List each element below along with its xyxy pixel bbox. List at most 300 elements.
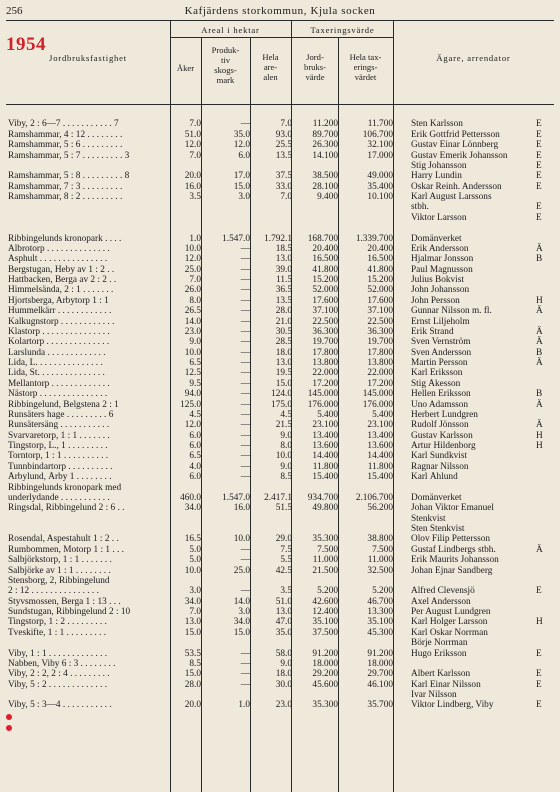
skogsmark-cell: — (240, 409, 250, 420)
property-cell: Ramshammar, 7 : 3 . . . . . . . . . (8, 181, 123, 192)
property-cell: Tingstorp, L., 1 . . . . . . . . . (8, 441, 108, 451)
taxeringsvarde-cell: 91.200 (367, 648, 393, 659)
table-row (0, 265, 560, 275)
property-cell: Larslunda . . . . . . . . . . . . . (8, 347, 106, 358)
table-row (0, 545, 560, 555)
skogsmark-cell: 1.547.0 (222, 233, 250, 244)
occupation-code-cell: E (536, 700, 542, 711)
hela-arealen-cell: 7.0 (280, 192, 292, 202)
skogsmark-cell: 1.0 (238, 700, 250, 711)
jordbruksvarde-cell: 18.000 (312, 658, 338, 669)
hela-arealen-cell: 9.0 (280, 461, 292, 472)
hela-arealen-cell: 47.0 (275, 617, 292, 628)
taxeringsvarde-cell: 17.800 (367, 347, 393, 358)
taxering-group-header: Taxeringsvärde (310, 25, 375, 35)
taxeringsvarde-cell: 38.800 (367, 534, 393, 545)
hela-arealen-cell: 13.0 (275, 358, 292, 368)
table-row (0, 119, 560, 129)
aker-cell: 6.0 (189, 441, 201, 451)
property-cell: Tingstorp, 1 : 2 . . . . . . . . . (8, 617, 107, 628)
property-cell: Kalkugnstorp . . . . . . . . . . . . (8, 316, 115, 327)
owner-cell: Ernst Liljeholm (411, 316, 470, 327)
skogsmark-cell: — (240, 451, 250, 462)
aker-cell: 4.0 (189, 461, 201, 472)
owner-cell: Gustaf Lindbergs stbh. (411, 544, 496, 555)
skogsmark-cell: — (240, 119, 250, 130)
skogsmark-cell: — (240, 326, 250, 337)
hela-arealen-cell: 21.5 (275, 420, 292, 431)
owner-cell: Gustav Karlsson (411, 430, 473, 441)
owner-cell: Axel Andersson (411, 596, 471, 607)
jordbruksvarde-cell: 52.000 (312, 285, 338, 296)
owner-cell: Erik Maurits Johansson (411, 555, 499, 566)
property-cell: Tveskifte, 1 : 1 . . . . . . . . . (8, 627, 107, 638)
property-cell: Viby, 2 : 2, 2 : 4 . . . . . . . . . (8, 669, 110, 680)
taxeringsvarde-cell: 145.000 (362, 389, 393, 400)
jordbruksvarde-cell: 17.800 (312, 347, 338, 358)
table-row (0, 617, 560, 627)
property-cell: Ribbingelund, Belgstena 2 : 1 (8, 399, 119, 410)
jordbruksvarde-cell: 35.300 (312, 534, 338, 545)
owner-cell: Stig Åkesson (411, 378, 461, 389)
hela-arealen-cell: 8.5 (280, 472, 292, 483)
owner-cell: Herbert Lundgren (411, 409, 478, 420)
property-cell: Ribbingelunds kronopark . . . . (8, 233, 122, 244)
taxeringsvarde-cell: 13.600 (367, 441, 393, 451)
property-cell: Bergstugan, Heby av 1 : 2 . . (8, 264, 115, 275)
table-row (0, 275, 560, 285)
owner-cell: Gustav Einar Lönnberg (411, 140, 499, 151)
property-cell: Viby, 5 : 3—4 . . . . . . . . . . . (8, 700, 112, 711)
occupation-code-cell: B (536, 347, 543, 358)
owner-cell: Domänverket (411, 492, 462, 503)
taxeringsvarde-cell: 13.400 (367, 430, 393, 441)
jordbruksvarde-cell: 7.500 (317, 544, 338, 555)
table-row (0, 524, 560, 534)
property-cell: Viby, 1 : 1 . . . . . . . . . . . . . (8, 648, 108, 659)
taxeringsvarde-cell: 5.400 (372, 409, 393, 420)
taxeringsvarde-cell: 46.100 (367, 679, 393, 690)
table-row (0, 638, 560, 648)
jordbruksvarde-cell: 28.100 (312, 181, 338, 192)
owner-cell: Viktor Lindberg, Viby (411, 700, 494, 711)
table-row (0, 628, 560, 638)
hela-arealen-cell: 18.0 (275, 347, 292, 358)
table-row (0, 254, 560, 264)
owner-cell: Stig Johansson (411, 160, 467, 171)
aker-cell: 34.0 (184, 503, 201, 514)
skogsmark-cell: — (240, 679, 250, 690)
skogsmark-cell: 16.0 (233, 503, 250, 514)
skogsmark-cell: — (240, 358, 250, 368)
aker-cell: 9.5 (189, 378, 201, 389)
table-row (0, 503, 560, 513)
occupation-code-cell: B (536, 389, 543, 400)
skogsmark-cell: — (240, 648, 250, 659)
aker-cell: 4.5 (189, 409, 201, 420)
occupation-code-cell: E (536, 160, 542, 171)
aker-cell: 8.5 (189, 658, 201, 669)
occupation-code-cell: E (536, 171, 542, 182)
hela-arealen-cell: 8.0 (280, 441, 292, 451)
property-cell: Himmelsända, 2 : 1 . . . . . . . (8, 285, 114, 296)
aker-cell: 28.0 (184, 679, 201, 690)
jordbruksvarde-cell: 49.800 (312, 503, 338, 514)
aker-cell: 3.0 (189, 586, 201, 597)
aker-cell: 20.0 (184, 700, 201, 711)
jordbruksvarde-cell: 13.600 (312, 441, 338, 451)
skogsmark-cell: — (240, 378, 250, 389)
taxeringsvarde-cell: 22.500 (367, 316, 393, 327)
jordbruksvarde-cell: 16.500 (312, 254, 338, 265)
jordbruksvarde-cell: 21.500 (312, 565, 338, 576)
property-cell: Asphult . . . . . . . . . . . . . . . (8, 254, 108, 265)
aker-cell: 12.5 (184, 368, 201, 379)
taxeringsvarde-cell: 15.200 (367, 275, 393, 285)
property-cell: Hjortsberga, Arbytorp 1 : 1 (8, 295, 109, 306)
taxeringsvarde-cell: 106.700 (362, 129, 393, 140)
taxeringsvarde-cell: 19.700 (367, 337, 393, 348)
jordbruksvarde-cell: 14.400 (312, 451, 338, 462)
hela-arealen-cell: 7.0 (280, 119, 292, 130)
jordbruksvarde-cell: 9.400 (317, 192, 338, 202)
taxeringsvarde-cell: 2.106.700 (355, 492, 393, 503)
skogsmark-cell: 1.547.0 (222, 492, 250, 503)
aker-cell: 10.0 (184, 565, 201, 576)
taxeringsvarde-cell: 20.400 (367, 243, 393, 254)
owner-cell: Karl Einar Nilsson (411, 679, 481, 690)
table-row (0, 151, 560, 161)
jordbruksvarde-cell: 22.000 (312, 368, 338, 379)
table-row (0, 680, 560, 690)
owner-cell: Börje Norrman (411, 638, 468, 649)
hela-arealen-cell: 51.0 (275, 596, 292, 607)
skogsmark-cell: — (240, 254, 250, 265)
aker-cell: 26.5 (184, 306, 201, 317)
owner-cell: Albert Karlsson (411, 669, 471, 680)
table-row (0, 400, 560, 410)
property-cell: Hattbacken, Berga av 2 : 2 . . (8, 275, 117, 285)
hela-arealen-cell: 10.0 (275, 451, 292, 462)
table-row (0, 669, 560, 679)
jordbruksvarde-cell: 36.300 (312, 326, 338, 337)
aker-cell: 51.0 (184, 129, 201, 140)
table-row (0, 659, 560, 669)
taxeringsvarde-cell: 41.800 (367, 264, 393, 275)
occupation-code-cell: Ä (536, 420, 543, 431)
occupation-code-cell: E (536, 648, 542, 659)
table-row (0, 130, 560, 140)
skogsmark-cell: — (240, 441, 250, 451)
property-cell: Torntorp, 1 : 1 . . . . . . . . . . (8, 451, 109, 462)
table-row (0, 441, 560, 451)
taxeringsvarde-cell: 17.200 (367, 378, 393, 389)
jordbruksvarde-cell: 89.700 (312, 129, 338, 140)
skogsmark-cell: — (240, 264, 250, 275)
property-cell: Lida, St. . . . . . . . . . . . . . . (8, 368, 105, 379)
hela-arealen-cell: 4.5 (280, 409, 292, 420)
table-row (0, 213, 560, 223)
skogsmark-cell: 3.0 (238, 192, 250, 202)
property-cell: Lida, L. . . . . . . . . . . . . . . (8, 358, 103, 368)
skogsmark-cell: — (240, 368, 250, 379)
owner-cell: Gunnar Nilsson m. fl. (411, 306, 492, 317)
occupation-code-cell: E (536, 129, 542, 140)
jordbruksvarde-cell: 145.000 (307, 389, 338, 400)
table-row (0, 202, 560, 212)
taxeringsvarde-cell: 1.339.700 (355, 233, 393, 244)
table-row (0, 368, 560, 378)
property-cell: Klastorp . . . . . . . . . . . . . . . (8, 326, 110, 337)
table-row (0, 358, 560, 368)
table-row (0, 182, 560, 192)
skogsmark-cell: 3.0 (238, 607, 250, 617)
occupation-code-cell: B (536, 254, 543, 265)
taxeringsvarde-cell: 52.000 (367, 285, 393, 296)
owner-cell: Hugo Eriksson (411, 648, 467, 659)
hela-arealen-cell: 5.5 (280, 555, 292, 566)
jordbruksvarde-cell: 14.100 (312, 150, 338, 161)
aker-cell: 12.0 (184, 420, 201, 431)
table-row (0, 472, 560, 482)
owner-cell: Karl August Larssons (411, 192, 492, 202)
skogsmark-header: Produk- tiv skogs- mark (211, 45, 240, 85)
skogsmark-cell: — (240, 316, 250, 327)
hela-arealen-cell: 30.5 (275, 326, 292, 337)
aker-cell: 8.0 (189, 295, 201, 306)
occupation-code-cell: E (536, 140, 542, 151)
taxeringsvarde-cell: 17.000 (367, 150, 393, 161)
owner-cell: Sten Karlsson (411, 119, 463, 130)
property-cell: underlydande . . . . . . . . . . . (8, 492, 110, 503)
aker-cell: 12.0 (184, 254, 201, 265)
owner-cell: Karl Sundkvist (411, 451, 468, 462)
jordbruksvarde-cell: 5.400 (317, 409, 338, 420)
hela-arealen-cell: 9.0 (280, 430, 292, 441)
property-cell: Årbylund, Årby 1 . . . . . . . . (8, 472, 112, 483)
occupation-code-cell: E (536, 586, 542, 597)
aker-cell: 23.0 (184, 326, 201, 337)
occupation-code-cell: E (536, 212, 542, 223)
occupation-code-cell: H (536, 295, 543, 306)
owner-cell: Stenkvist (411, 513, 446, 524)
aker-cell: 20.0 (184, 171, 201, 182)
taxeringsvarde-cell: 32.100 (367, 140, 393, 151)
aker-cell: 125.0 (180, 399, 201, 410)
hela-arealen-cell: 37.5 (275, 171, 292, 182)
year-stamp: 1954 (6, 34, 46, 55)
jordbruksvarde-header: Jord- bruks- värde (304, 52, 326, 82)
owner-cell: Johan Viktor Emanuel (411, 503, 494, 514)
taxeringsvarde-cell: 176.000 (362, 399, 393, 410)
register-table-body (0, 109, 560, 711)
skogsmark-cell: 17.0 (233, 171, 250, 182)
property-cell: Svarvaretorp, 1 : 1 . . . . . . . (8, 430, 110, 441)
hela-arealen-cell: 93.0 (275, 129, 292, 140)
table-row (0, 317, 560, 327)
skogsmark-cell: 10.0 (233, 534, 250, 545)
taxeringsvarde-cell: 11.000 (367, 555, 393, 566)
taxeringsvarde-cell: 35.400 (367, 181, 393, 192)
taxeringsvarde-cell: 17.600 (367, 295, 393, 306)
table-row (0, 109, 560, 119)
hela-arealen-cell: 18.5 (275, 243, 292, 254)
table-row (0, 192, 560, 202)
hela-arealen-cell: 15.0 (275, 378, 292, 389)
owner-cell: Erik Andersson (411, 243, 469, 254)
skogsmark-cell: — (240, 430, 250, 441)
owner-cell: Oskar Reinh. Andersson (411, 181, 502, 192)
occupation-code-cell: E (536, 119, 542, 130)
table-row (0, 140, 560, 150)
owner-cell: Erik Strand (411, 326, 454, 337)
taxeringsvarde-cell: 16.500 (367, 254, 393, 265)
jordbruksvarde-cell: 37.500 (312, 627, 338, 638)
hela-arealen-cell: 13.0 (275, 607, 292, 617)
aker-cell: 460.0 (180, 492, 201, 503)
table-row (0, 649, 560, 659)
property-cell: Viby, 5 : 2 . . . . . . . . . . . . . (8, 679, 108, 690)
skogsmark-cell: 14.0 (233, 596, 250, 607)
taxeringsvarde-cell: 22.000 (367, 368, 393, 379)
owner-cell: Rudolf Jönsson (411, 420, 469, 431)
skogsmark-cell: — (240, 389, 250, 400)
taxeringsvarde-cell: 13.800 (367, 358, 393, 368)
red-pencil-mark (6, 725, 12, 731)
table-row (0, 597, 560, 607)
aker-cell: 14.0 (184, 316, 201, 327)
owner-cell: Ragnar Nilsson (411, 461, 469, 472)
taxeringsvarde-cell: 35.700 (367, 700, 393, 711)
skogsmark-cell: — (240, 669, 250, 680)
property-cell: Mellantorp . . . . . . . . . . . . . (8, 378, 110, 389)
jordbruksvarde-cell: 11.200 (312, 119, 338, 130)
owner-cell: Artur Hildenborg (411, 441, 476, 451)
jordbruksvarde-cell: 23.100 (312, 420, 338, 431)
taxering-group-rule (292, 37, 393, 38)
jordbruksvarde-cell: 35.300 (312, 700, 338, 711)
table-row (0, 244, 560, 254)
owner-cell: Paul Magnusson (411, 264, 473, 275)
property-cell: Kolartorp . . . . . . . . . . . . . . (8, 337, 110, 348)
property-cell: Ramshammar, 5 : 8 . . . . . . . . . 8 (8, 171, 130, 182)
taxeringsvarde-cell: 46.700 (367, 596, 393, 607)
property-cell: Viby, 2 : 6—7 . . . . . . . . . . . 7 (8, 119, 119, 130)
skogsmark-cell: — (240, 586, 250, 597)
skogsmark-cell: — (240, 399, 250, 410)
taxeringsvarde-cell: 32.500 (367, 565, 393, 576)
aker-cell: 7.0 (189, 119, 201, 130)
hela-arealen-cell: 124.0 (271, 389, 292, 400)
owner-cell: Hellen Eriksson (411, 389, 471, 400)
table-row (0, 690, 560, 700)
owner-cell: Martin Persson (411, 358, 468, 368)
running-title: Kafjärdens storkommun, Kjula socken (184, 5, 376, 17)
jordbruksvarde-cell: 17.600 (312, 295, 338, 306)
areal-group-header: Areal i hektar (201, 25, 260, 35)
table-row (0, 389, 560, 399)
property-cell: Ramshammar, 4 : 12 . . . . . . . . (8, 129, 123, 140)
hela-arealen-cell: 28.5 (275, 337, 292, 348)
aker-cell: 3.5 (189, 192, 201, 202)
occupation-code-cell: Ä (536, 326, 543, 337)
owner-cell: Sven Vernström (411, 337, 471, 348)
hela-arealen-cell: 2.417.1 (264, 492, 292, 503)
property-cell: Nabben, Viby 6 : 3 . . . . . . . . (8, 658, 116, 669)
taxeringsvarde-cell: 45.300 (367, 627, 393, 638)
owner-cell: Gustav Emerik Johansson (411, 150, 508, 161)
jordbruksvarde-cell: 37.100 (312, 306, 338, 317)
property-cell: Rumbommen, Motorp 1 : 1 . . . (8, 544, 124, 555)
table-row (0, 327, 560, 337)
skogsmark-cell: — (240, 295, 250, 306)
owner-cell: Hjalmar Jonsson (411, 254, 474, 265)
skogsmark-cell: — (240, 555, 250, 566)
owner-cell: Harry Lundin (411, 171, 462, 182)
property-cell: 2 : 12 . . . . . . . . . . . . . . . (8, 586, 99, 597)
table-row (0, 379, 560, 389)
occupation-code-cell: H (536, 430, 543, 441)
taxeringsvarde-cell: 35.100 (367, 617, 393, 628)
occupation-code-cell: H (536, 617, 543, 628)
jordbruksvarde-cell: 11.000 (312, 555, 338, 566)
jordbruksvarde-cell: 15.200 (312, 275, 338, 285)
aker-cell: 7.0 (189, 150, 201, 161)
owner-cell: Erik Gottfrid Pettersson (411, 129, 500, 140)
jordbruksvarde-cell: 15.400 (312, 472, 338, 483)
hela-arealen-cell: 13.5 (275, 295, 292, 306)
owner-cell: Johan Ejnar Sandberg (411, 565, 493, 576)
jordbruksvarde-cell: 17.200 (312, 378, 338, 389)
table-row (0, 576, 560, 586)
skogsmark-cell: — (240, 306, 250, 317)
page-number: 256 (6, 5, 23, 17)
aker-cell: 15.0 (184, 669, 201, 680)
table-row (0, 285, 560, 295)
occupation-code-cell: Ä (536, 399, 543, 410)
hela-arealen-cell: 36.5 (275, 285, 292, 296)
taxeringsvarde-cell: 14.400 (367, 451, 393, 462)
occupation-code-cell: H (536, 441, 543, 451)
table-row (0, 306, 560, 316)
table-row (0, 462, 560, 472)
aker-cell: 26.0 (184, 285, 201, 296)
taxeringsvarde-cell: 49.000 (367, 171, 393, 182)
property-cell: Runsäters hage . . . . . . . . . 6 (8, 409, 114, 420)
skogsmark-cell: — (240, 420, 250, 431)
taxeringsvarde-cell: 13.300 (367, 607, 393, 617)
hela-arealen-cell: 7.5 (280, 544, 292, 555)
table-row (0, 493, 560, 503)
occupation-code-cell: Ä (536, 243, 543, 254)
owner-cell: Sten Stenkvist (411, 524, 465, 534)
jordbruksvarde-cell: 38.500 (312, 171, 338, 182)
occupation-code-cell: E (536, 669, 542, 680)
red-pencil-mark (6, 714, 12, 720)
table-row (0, 161, 560, 171)
jordbruksvarde-cell: 20.400 (312, 243, 338, 254)
occupation-code-cell: E (536, 202, 542, 213)
skogsmark-cell: — (240, 472, 250, 483)
property-cell: Stensborg, 2, Ribbingelund (8, 575, 110, 586)
skogsmark-cell: 6.0 (238, 150, 250, 161)
table-row (0, 223, 560, 233)
hela-arealen-cell: 23.0 (275, 700, 292, 711)
owner-cell: Julius Bokvist (411, 275, 464, 285)
jordbruksvarde-cell: 934.700 (307, 492, 338, 503)
hela-arealen-cell: 28.0 (275, 306, 292, 317)
taxeringsvarde-cell: 29.700 (367, 669, 393, 680)
